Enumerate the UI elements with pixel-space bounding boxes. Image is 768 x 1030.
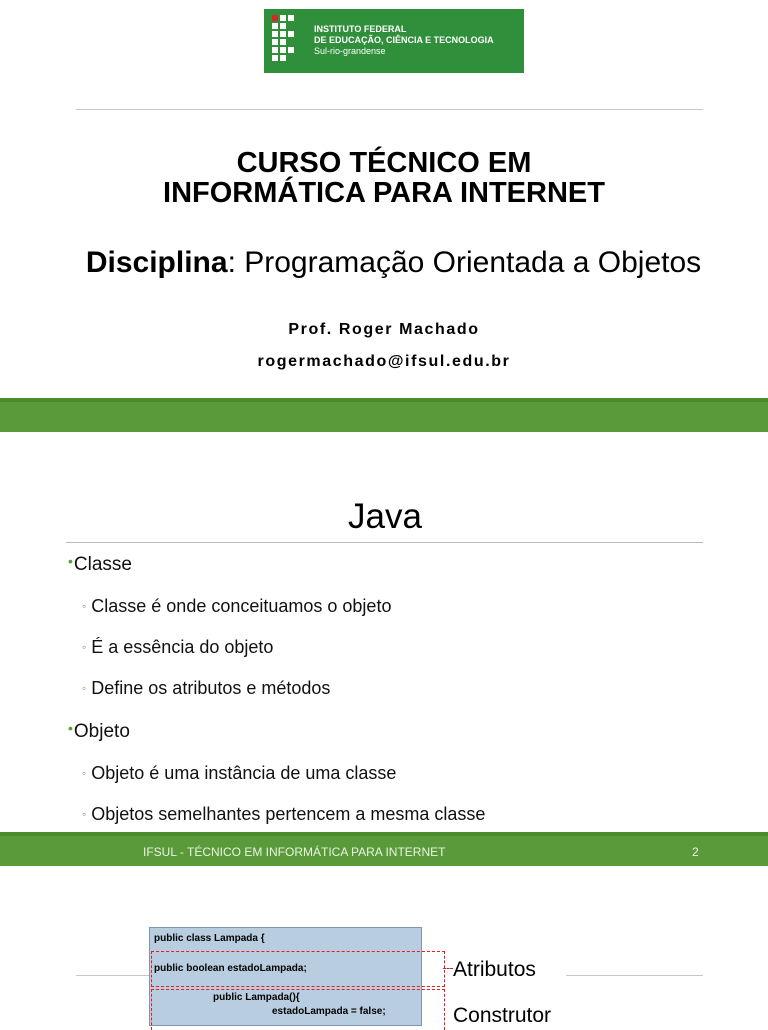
divider-left [76, 975, 149, 976]
sub-bullet: ◦ Classe é onde conceituamos o objeto [82, 596, 392, 616]
discipline-name: Programação Orientada a Objetos [235, 246, 702, 279]
sub-bullet-icon: ◦ [82, 599, 87, 613]
sub-bullet: ◦ Define os atributos e métodos [82, 678, 331, 698]
bullet-dot-icon: • [68, 720, 73, 736]
bullet-dot-icon: • [68, 553, 73, 569]
ifsul-logo [264, 9, 524, 73]
divider-top [76, 109, 703, 110]
sub-bullet-icon: ◦ [82, 681, 87, 695]
bullet-objeto: •Objeto [68, 720, 130, 742]
course-title-line2: INFORMÁTICA PARA INTERNET [163, 177, 605, 209]
professor-name: Prof. Roger Machado [288, 321, 480, 338]
bullet-classe: •Classe [68, 553, 132, 575]
slide-separator-band [0, 398, 768, 432]
professor-email: rogermachado@ifsul.edu.br [257, 353, 511, 370]
course-title-line1: CURSO TÉCNICO EM [236, 147, 532, 179]
code-line: public Lampada(){ [213, 992, 300, 1003]
logo-grid-icon [272, 15, 296, 65]
label-atributos: Atributos [453, 958, 536, 981]
sub-bullet-icon: ◦ [82, 807, 87, 821]
code-line: public class Lampada { [154, 933, 265, 944]
attributes-connector [443, 968, 453, 970]
sub-bullet: ◦ Objeto é uma instância de uma classe [82, 763, 397, 783]
code-line: public boolean estadoLampada; [154, 963, 307, 974]
attributes-highlight [151, 951, 445, 987]
code-line: estadoLampada = false; [272, 1006, 386, 1017]
discipline-label: Disciplina [85, 246, 228, 279]
slide-title: Java [348, 497, 422, 536]
page-number: 2 [692, 845, 699, 859]
divider-right [566, 975, 703, 976]
discipline-sep: : [227, 246, 236, 279]
sub-bullet: ◦ Objetos semelhantes pertencem a mesma classe [82, 804, 486, 824]
sub-bullet-icon: ◦ [82, 640, 87, 654]
slide-footer [0, 832, 768, 866]
course-title [0, 148, 768, 208]
label-construtor: Construtor [453, 1004, 552, 1027]
discipline-line [0, 246, 768, 280]
sub-bullet-icon: ◦ [82, 766, 87, 780]
logo-text: INSTITUTO FEDERAL DE EDUCAÇÃO, CIÊNCIA E TECNOLOGIA Sul-rio-grandense [314, 24, 494, 56]
sub-bullet: ◦ É a essência do objeto [82, 637, 274, 657]
title-underline [66, 542, 703, 543]
footer-text: IFSUL - TÉCNICO EM INFORMÁTICA PARA INTERNET [143, 845, 446, 859]
